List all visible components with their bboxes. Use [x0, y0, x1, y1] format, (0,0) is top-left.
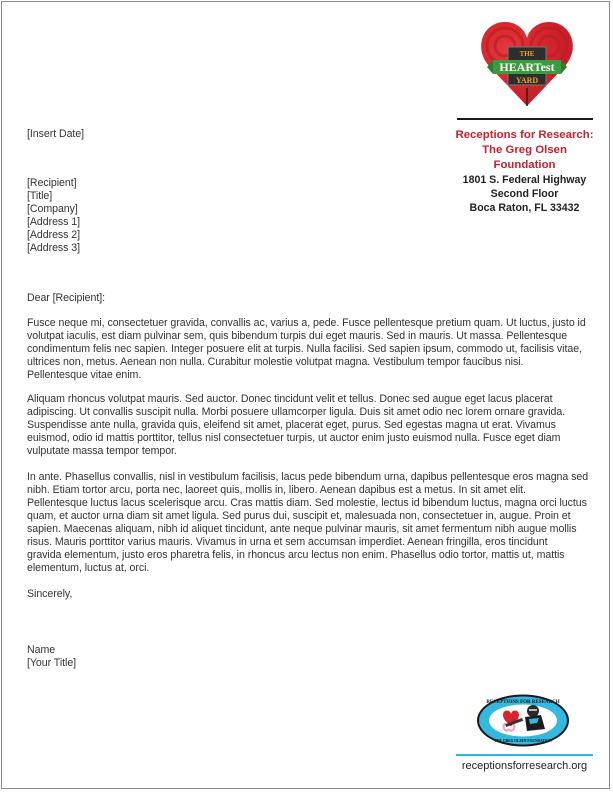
paragraph-line: euismod, odio id mattis porttitor, tellus nisl consectetuer turpis, ut auctor enim justo euismod nulla. Fusce eget diam — [27, 432, 561, 444]
heart-icon — [479, 18, 575, 110]
header-divider — [457, 118, 593, 120]
recipient-line: [Title] — [27, 190, 53, 202]
letterhead-page — [1, 1, 610, 789]
recipient-line: [Address 2] — [27, 229, 81, 241]
paragraph-line: adipiscing. Ut convallis suscipit nulla. Morbi posuere ullamcorper ligula. Duis sit amet odio nec lorem ornare gravida. — [27, 406, 566, 418]
paragraph-line: volutpat iaculis, est diam pulvinar sem, quis bibendum turpis dui eget mauris. Sed in mauris. Ut massa. Pellentesque — [27, 330, 568, 342]
paragraph-line: gravida elementum, justo eros pharetra felis, in rhoncus arcu lectus non enim. Phasellus odio tortor, mattis ut, mattis — [27, 549, 565, 561]
badge-top-text: RECEPTIONS FOR RESEARCH — [486, 700, 560, 705]
logo-text-heartest: HEARTest — [499, 60, 555, 74]
recipient-line: [Address 3] — [27, 242, 81, 254]
paragraph-line: Aliquam rhoncus volutpat mauris. Sed auctor. Donec tincidunt velit et tellus. Donec sed augue eget lacus placerat — [27, 393, 553, 405]
letter-date: [Insert Date] — [27, 128, 85, 140]
paragraph-line: In ante. Phasellus convallis, nisl in vestibulum facilisis, lacus pede bibendum urna, dapibus pellentesque eros magna sed — [27, 471, 589, 483]
paragraph-line: condimentum felis nec sapien. Integer posuere elit at turpis. Nulla facilisi. Sed sapien ipsum, commodo ut, facilisis vitae, — [27, 343, 582, 355]
salutation: Dear [Recipient]: — [27, 292, 106, 304]
signature-title: [Your Title] — [27, 657, 77, 669]
paragraph-line: Suspendisse ante nulla, gravida quis, eleifend sit amet, placerat eget, purus. Sed egestas magna ut erat. Vivamus — [27, 419, 556, 431]
signature-block — [27, 644, 76, 670]
paragraph-line: Pellentesque vitae enim. — [27, 369, 142, 381]
signature-name: Name — [27, 644, 56, 656]
website-link[interactable]: receptionsforresearch.org — [461, 760, 588, 772]
paragraph-line: nibh. Etiam tortor arcu, porta nec, laoreet quis, mollis in, libero. Aenean dapibus est a metus. In sit amet elit. — [27, 484, 526, 496]
body-paragraph-2 — [27, 393, 565, 458]
org-address-line: 1801 S. Federal Highway — [462, 174, 587, 186]
org-name-line: The Greg Olsen — [482, 144, 567, 156]
heartest-yard-logo — [479, 18, 575, 110]
paragraph-line: Fusce neque mi, consectetuer gravida, convallis ac, varius a, pede. Fusce pellentesque pretium quam. Ut luctus, justo id — [27, 317, 586, 329]
recipient-block — [27, 177, 80, 255]
paragraph-line: vulputate massa tempor tempor. — [27, 445, 177, 457]
recipient-line: [Address 1] — [27, 216, 81, 228]
paragraph-line: elementum, luctus at, orci. — [27, 562, 150, 574]
org-address-line: Second Floor — [490, 188, 559, 200]
logo-text-the: THE — [519, 50, 535, 58]
footer-divider — [456, 754, 593, 756]
body-paragraph-3 — [27, 471, 588, 575]
recipient-line: [Company] — [27, 203, 78, 215]
paragraph-line: ultrices non, metus. Aenean non nulla. Curabitur molestie volutpat magna. Vestibulum tempor faucibus nisi. — [27, 356, 524, 368]
org-address-line: Boca Raton, FL 33432 — [469, 202, 580, 214]
org-name-line: Foundation — [493, 159, 556, 171]
paragraph-line: quam, et auctor urna diam sit amet ligula. Sed purus dui, suscipit et, malesuada non, consectetuer in, augue. Proin et — [27, 510, 571, 522]
paragraph-line: sapien. Maecenas aliquam, nibh id aliquet tincidunt, ante neque pulvinar mauris, sit amet fermentum nibh augue mollis — [27, 523, 577, 535]
receptions-for-research-logo — [475, 693, 571, 748]
football-badge-icon — [475, 693, 571, 748]
closing: Sincerely, — [27, 588, 73, 600]
org-name-line: Receptions for Research: — [455, 129, 594, 141]
badge-bottom-text: THE GREG OLSEN FOUNDATION — [494, 739, 552, 743]
paragraph-line: Pellentesque luctus lacus scelerisque arcu. Cras mattis diam. Sed molestie, lectus id bibendum luctus, magna orci luctus — [27, 497, 587, 509]
logo-text-yard: YARD — [515, 76, 539, 85]
organization-address-block — [447, 128, 602, 215]
recipient-line: [Recipient] — [27, 177, 77, 189]
body-paragraph-1 — [27, 317, 586, 382]
paragraph-line: risus. Mauris porttitor varius mauris. Vivamus in urna et sem accumsan imperdiet. Aenean fringilla, eros tincidunt — [27, 536, 548, 548]
